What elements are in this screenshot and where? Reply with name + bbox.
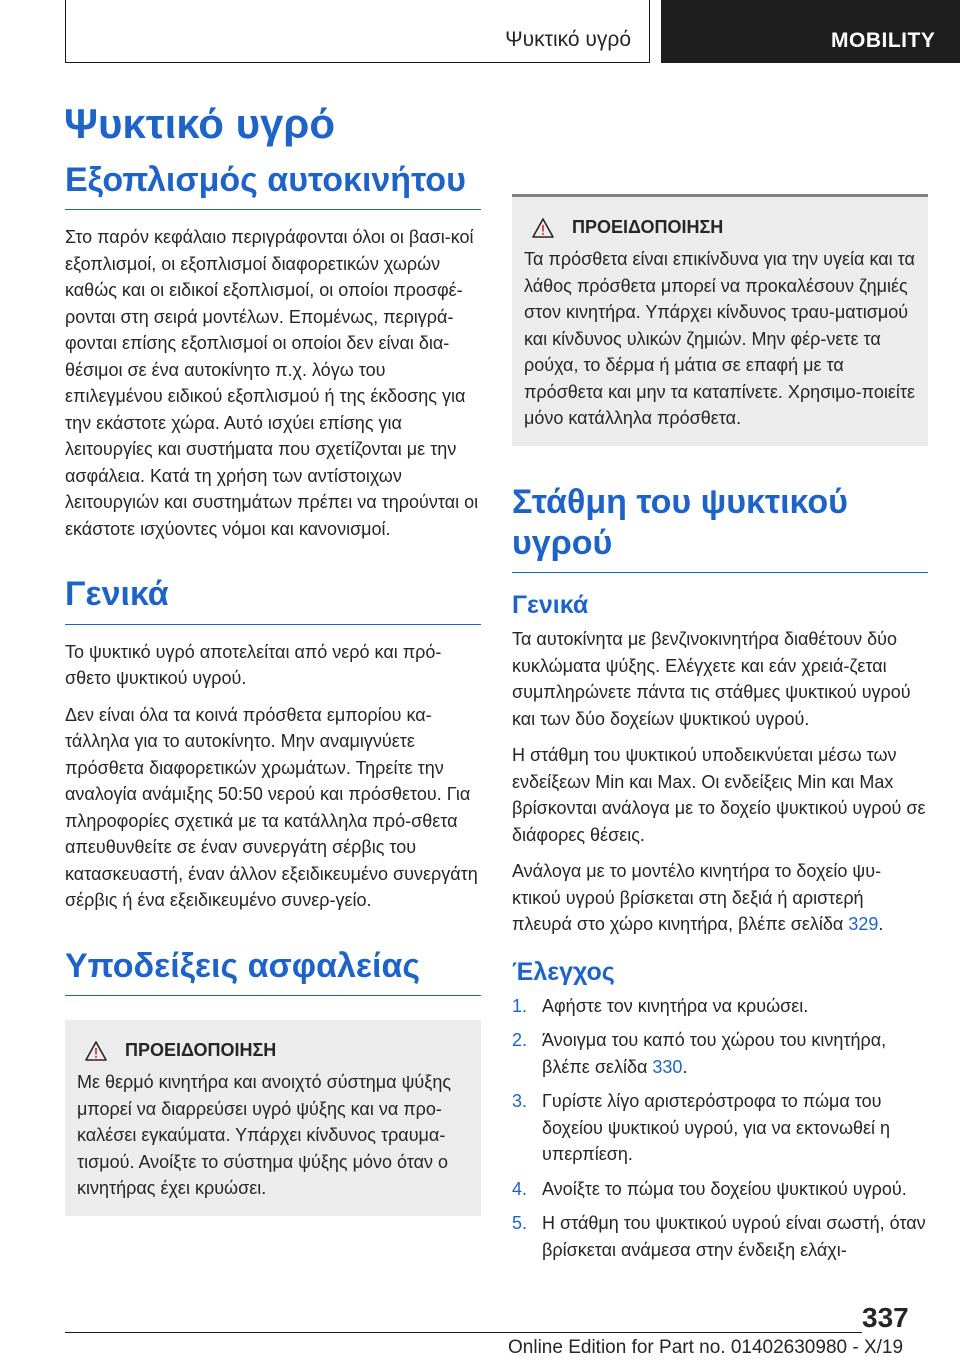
warning-title: ΠΡΟΕΙΔΟΠΟΙΗΣΗ bbox=[125, 1040, 277, 1061]
page-link-330[interactable]: 330 bbox=[652, 1056, 683, 1077]
list-item: 3. Γυρίστε λίγο αριστερόστροφα το πώμα του δοχείου ψυκτικού υγρού, για να εκτονωθεί η υπερπίεση. bbox=[512, 1088, 928, 1168]
left-column bbox=[65, 160, 481, 1216]
warning-text: Με θερμό κινητήρα και ανοιχτό σύστημα ψύξης μπορεί να διαρρεύσει υγρό ψύξης και να προ-καλέσει εγκαύματα. Υπάρχει κίνδυνος τραυμα-τισμού. Ανοίξτε το σύστημα ψύξης μόνο όταν ο κινητήρας έχει κρυώσει. bbox=[77, 1072, 452, 1199]
footer-edition: Online Edition for Part no. 01402630980 - X/19 bbox=[508, 1337, 904, 1358]
header-section-box bbox=[65, 0, 650, 63]
equipment-heading: Εξοπλισμός αυτοκινήτου bbox=[65, 160, 481, 210]
step-number: 2. bbox=[512, 1030, 528, 1051]
list-item: 2. Άνοιγμα του καπό του χώρου του κινητήρα, βλέπε σελίδα 330. bbox=[512, 1027, 928, 1080]
page-title: Ψυκτικό υγρό bbox=[64, 100, 336, 147]
list-item: 5. Η στάθμη του ψυκτικού υγρού είναι σωστή, όταν βρίσκεται ανάμεσα στην ένδειξη ελάχι- bbox=[512, 1210, 928, 1263]
header-chapter-title: MOBILITY bbox=[831, 29, 936, 52]
general-paragraph-2: Δεν είναι όλα τα κοινά πρόσθετα εμπορίου κα-τάλληλα για το αυτοκίνητο. Μην αναμιγνύετε πρόσθετα διαφορετικών χρωμάτων. Τηρείτε την αναλογία ανάμιξης 50:50 νερού και πρόσθετου. Για πληροφορίες σχετικά με τα κατάλληλα πρό-σθετα απευθυνθείτε σε έναν συνεργάτη σέρβις του κατασκευαστή, έναν άλλον εξειδικευμένο συνεργάτη σέρβις ή ένα εξειδικευμένο συνερ-γείο. bbox=[65, 704, 478, 911]
equipment-text: Στο παρόν κεφάλαιο περιγράφονται όλοι οι βασι-κοί εξοπλισμοί, οι εξοπλισμοί διαφορετικών χωρών καθώς και οι ειδικοί εξοπλισμοί, οι οποίοι προσφέ-ρονται στη σειρά μοντέλων. Επομένως, περιγρά-φονται επίσης εξοπλισμοί οι οποίοι δεν είναι δια-θέσιμοι σε ένα αυτοκίνητο π.χ. λόγω του επιλεγμένου ειδικού εξοπλισμού ή της έκδοσης για την εκάστοτε χώρα. Αυτό ισχύει επίσης για λειτουργίες και συστήματα που σχετίζονται με την ασφάλεια. Κατά τη χρήση των αντίστοιχων λειτουργιών και συστημάτων πρέπει να τηρούνται οι εκάστοτε ισχύοντες νόμοι και κανονισμοί. bbox=[65, 227, 479, 539]
step-number: 4. bbox=[512, 1178, 528, 1199]
general-paragraph-1: Τα αυτοκίνητα με βενζινοκινητήρα διαθέτουν δύο κυκλώματα ψύξης. Ελέγχετε και εάν χρειά-ζεται συμπληρώνετε πάντα τις στάθμες ψυκτικού υγρού και των δύο δοχείων ψυκτικού υγρού. bbox=[512, 629, 911, 729]
general-paragraph-2: Η στάθμη του ψυκτικού υποδεικνύεται μέσω των ενδείξεων Min και Max. Οι ενδείξεις Min και Max βρίσκονται ανάλογα με το δοχείο ψυκτικού υγρού σε διάφορες θέσεις. bbox=[512, 745, 926, 845]
general-paragraph-3: Ανάλογα με το μοντέλο κινητήρα το δοχείο ψυ-κτικού υγρού βρίσκεται στη δεξιά ή αριστερή πλευρά στο χώρο κινητήρα, βλέπε σελίδα 329. bbox=[512, 861, 884, 935]
page-number: 337 bbox=[862, 1302, 909, 1333]
check-steps-list bbox=[512, 993, 928, 1264]
header-chapter-box bbox=[661, 0, 960, 63]
general-subheading: Γενικά bbox=[512, 591, 589, 620]
header-section-title: Ψυκτικό υγρό bbox=[505, 28, 631, 51]
warning-title: ΠΡΟΕΙΔΟΠΟΙΗΣΗ bbox=[572, 217, 724, 237]
warning-text: Τα πρόσθετα είναι επικίνδυνα για την υγεία και τα λάθος πρόσθετα μπορεί να προκαλέσουν ζημιές στον κινητήρα. Υπάρχει κίνδυνος τραυ-ματισμού και κίνδυνος υλικών ζημιών. Μην φέρ-νετε τα ρούχα, το δέρμα ή μάτια σε επαφή με τα πρόσθετα και μην τα καταπίνετε. Χρησιμο-ποιείτε μόνο κατάλληλα πρόσθετα. bbox=[524, 249, 916, 428]
warning-triangle-icon bbox=[532, 218, 554, 238]
page-link-329[interactable]: 329 bbox=[848, 914, 879, 935]
right-column bbox=[512, 194, 928, 1271]
general-paragraph-1: Το ψυκτικό υγρό αποτελείται από νερό και πρό-σθετο ψυκτικού υγρού. bbox=[65, 641, 442, 689]
safety-heading: Υποδείξεις ασφαλείας bbox=[65, 946, 481, 996]
coolant-level-heading: Στάθμη του ψυκτικού υγρού bbox=[512, 482, 928, 574]
step-number: 3. bbox=[512, 1091, 528, 1112]
warning-box bbox=[65, 1020, 481, 1216]
general-heading: Γενικά bbox=[65, 574, 481, 624]
warning-triangle-icon bbox=[85, 1041, 107, 1061]
step-number: 5. bbox=[512, 1213, 528, 1234]
warning-box bbox=[512, 194, 928, 446]
footer-divider bbox=[65, 1332, 862, 1333]
check-subheading: Έλεγχος bbox=[512, 957, 615, 986]
step-number: 1. bbox=[512, 995, 528, 1016]
list-item: 1. Αφήστε τον κινητήρα να κρυώσει. bbox=[512, 993, 928, 1020]
list-item: 4. Ανοίξτε το πώμα του δοχείου ψυκτικού υγρού. bbox=[512, 1176, 928, 1203]
